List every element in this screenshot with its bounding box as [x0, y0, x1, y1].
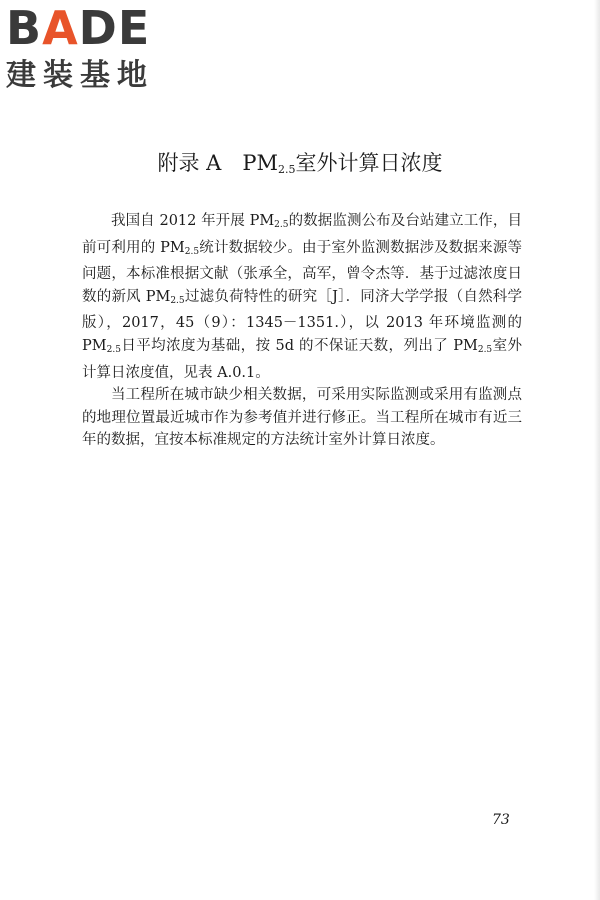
title-subscript: 2.5	[277, 163, 296, 176]
text-run: 室外计算日浓度值，见表 A.0.1。	[82, 337, 523, 381]
body-text	[82, 210, 522, 452]
paragraph-2	[82, 384, 522, 452]
logo-letters-de: DE	[78, 1, 151, 55]
logo-letter-b: B	[6, 1, 43, 55]
subscript: 2.5	[274, 220, 289, 230]
logo-chinese-text: 建装基地	[6, 58, 154, 93]
bade-logo	[6, 1, 176, 96]
subscript: 2.5	[477, 344, 493, 355]
paragraph-1	[82, 210, 522, 384]
text-run: 过滤负荷特性的研究［J］．同济大学学报（自然科学版），2017，45（9）：1345－1351.），以 2013 年环境监测的 PM	[82, 288, 523, 354]
page-number: 73	[492, 812, 510, 828]
title-prefix: 附录 A PM	[157, 151, 278, 175]
text-run: 当工程所在城市缺少相关数据，可采用实际监测或采用有监测点的地理位置最近城市作为参考值并进行修正。当工程所在城市有近三年的数据，宜按本标准规定的方法统计室外计算日浓度。	[82, 387, 522, 449]
appendix-title	[0, 148, 600, 185]
page-edge	[594, 0, 600, 900]
subscript: 2.5	[170, 295, 185, 306]
logo-wordmark	[6, 1, 176, 55]
title-suffix: 室外计算日浓度	[295, 151, 443, 175]
text-run: 统计数据较少。由于室外监测数据涉及数据来源等问题，本标准根据文献（张承全，高军，曾令杰等．基于过滤浓度日数的新风 PM	[82, 239, 522, 305]
subscript: 2.5	[106, 344, 121, 355]
subscript: 2.5	[184, 246, 200, 257]
logo-letter-a-accent: A	[42, 1, 79, 55]
text-run: 日平均浓度为基础，按 5d 的不保证天数，列出了 PM	[120, 337, 478, 354]
text-run: 我国自 2012 年开展 PM	[111, 213, 275, 229]
text-run: 的数据监测公布及台站建立工作，目前可利用的 PM	[82, 213, 522, 256]
